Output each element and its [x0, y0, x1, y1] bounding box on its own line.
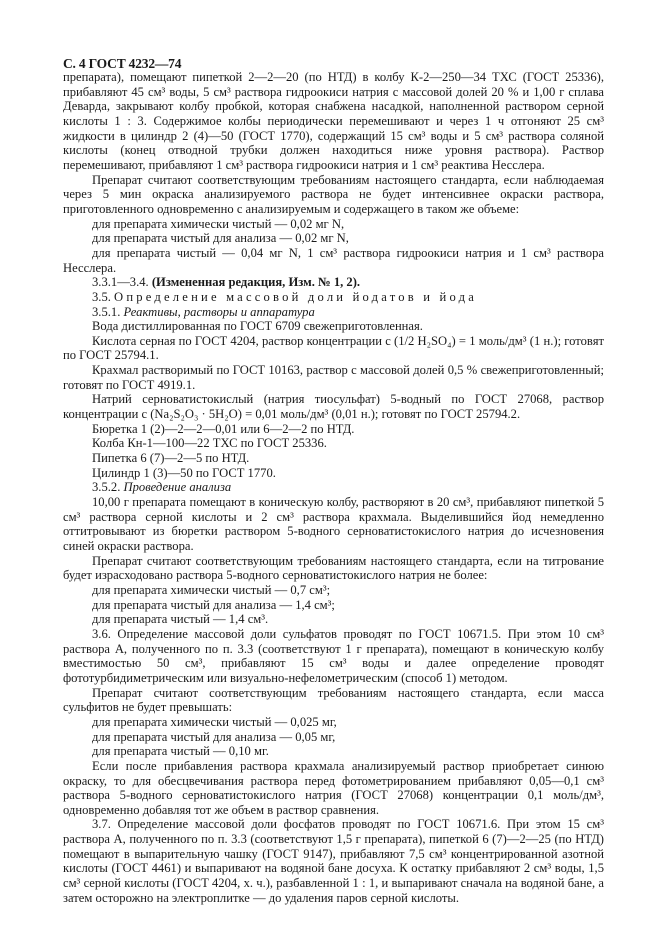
- reagent-item: Кислота серная по ГОСТ 4204, раствор концентрации c (1/2 H₂SO₄) = 1 моль/дм³ (1 н.); готовят по ГОСТ 25794.1.: [63, 333, 604, 363]
- reagent-item: Крахмал растворимый по ГОСТ 10163, раствор с массовой долей 0,5 % свежеприготовленный; готовят по ГОСТ 4919.1.: [63, 363, 604, 392]
- paragraph-iodine-criterion: Препарат считают соответствующим требованиям настоящего стандарта, если на титрование будет израсходовано раствора 5-водного серноватистокислого натрия не более:: [63, 553, 604, 583]
- limit-item: для препарата химически чистый — 0,025 мг,: [92, 714, 337, 729]
- apparatus-item: Цилиндр 1 (3)—50 по ГОСТ 1770.: [92, 465, 276, 480]
- section-3-5-2-heading: [63, 480, 604, 495]
- paragraph-phosphate-procedure: 3.7. Определение массовой доли фосфатов проводят по ГОСТ 10671.6. При этом 15 см³ раствора А, полученного по п. 3.3 (соответствуют 1,5 г препарата), пипеткой 6 (7)—2—25 (по НТД) помещают в выпарительную чашку (ГОСТ 9147), прибавляют 7,5 см³ концентрированной азотной кислоты (ГОСТ 4461) и выпаривают на водяной бане досуха. К остатку прибавляют 2 см³ воды, 1,5 см³ серной кислоты (ГОСТ 4204, х. ч.), разбавленной 1 : 1, и выпаривают сначала на водяной бане, а затем осторожно на электроплитке — до удаления паров серной кислоты.: [63, 817, 604, 905]
- reagent-item: Вода дистиллированная по ГОСТ 6709 свежеприготовленная.: [92, 319, 423, 334]
- section-number: 3.5.2.: [92, 480, 121, 495]
- apparatus-item: Бюретка 1 (2)—2—2—0,01 или 6—2—2 по НТД.: [92, 421, 355, 436]
- apparatus-item: Колба Кн-1—100—22 ТХС по ГОСТ 25336.: [92, 436, 327, 451]
- amendment-text: (Измененная редакция, Изм. № 1, 2).: [151, 275, 361, 290]
- limit-item: для препарата чистый — 1,4 см³.: [92, 612, 269, 627]
- section-title: Реактивы, растворы и аппаратура: [123, 304, 315, 319]
- document-body: [63, 70, 604, 905]
- section-title: Проведение анализа: [123, 480, 232, 495]
- paragraph-sulfate-criterion: Препарат считают соответствующим требованиям настоящего стандарта, если масса сульфитов не будет превышать:: [63, 685, 604, 715]
- limit-item: для препарата химически чистый — 0,02 мг N,: [92, 216, 345, 231]
- page-header: С. 4 ГОСТ 4232—74: [63, 56, 182, 71]
- reagent-item: Натрий серноватистокислый (натрия тиосульфат) 5-водный по ГОСТ 27068, раствор концентрации c (Na₂S₂O₃ · 5H₂O) = 0,01 моль/дм³ (0,01 н.); готовят по ГОСТ 25794.2.: [63, 392, 604, 422]
- section-title: Определение массовой доли йодатов и йода: [114, 289, 478, 304]
- section-3-5-heading: [63, 290, 604, 305]
- section-3-5-1-heading: [63, 305, 604, 320]
- limit-item: для препарата чистый для анализа — 0,02 мг N,: [92, 231, 349, 246]
- paragraph-nitrate-procedure: препарата), помещают пипеткой 2—2—20 (по НТД) в колбу К-2—250—34 ТХС (ГОСТ 25336), прибавляют 45 см³ воды, 5 см³ раствора гидроокиси натрия с массовой долей 20 % и 1,00 г сплава Деварда, закрывают колбу пробкой, которая снабжена насадкой, наполненной раствором серной кислоты 1 : 3. Содержимое колбы периодически перемешивают и через 1 ч отгоняют 25 см³ жидкости в цилиндр 2 (4)—50 (ГОСТ 1770), содержащий 15 см³ воды и 5 см³ раствора соляной кислоты (конец отводной трубки должен находиться ниже уровня раствора). Раствор перемешивают, прибавляют 1 см³ раствора гидроокиси натрия и 1 см³ реактива Несслера.: [63, 70, 604, 172]
- limit-item: для препарата чистый — 0,04 мг N, 1 см³ раствора гидроокиси натрия и 1 см³ раствора Несслера.: [63, 245, 604, 275]
- apparatus-item: Пипетка 6 (7)—2—5 по НТД.: [92, 451, 250, 466]
- section-number: 3.5.1.: [92, 304, 121, 319]
- limit-item: для препарата химически чистый — 0,7 см³;: [92, 582, 331, 597]
- section-number: 3.5.: [92, 289, 111, 304]
- amendment-note: [63, 275, 604, 290]
- limit-item: для препарата чистый — 0,10 мг.: [92, 744, 269, 759]
- limit-item: для препарата чистый для анализа — 0,05 мг,: [92, 729, 336, 744]
- limit-item: для препарата чистый для анализа — 1,4 см³;: [92, 597, 335, 612]
- paragraph-iodine-procedure: 10,00 г препарата помещают в коническую колбу, растворяют в 20 см³, прибавляют пипеткой 5 см³ раствора серной кислоты и 2 см³ раствора крахмала. Выделившийся йод немедленно оттитровывают из бюретки раствором 5-водного серноватистокислого натрия до исчезновения синей окраски раствора.: [63, 495, 604, 553]
- paragraph-sulfate-note: Если после прибавления раствора крахмала анализируемый раствор приобретает синюю окраску, то для обесцвечивания раствора перед фотометрированием прибавляют 0,05—0,1 см³ раствора 5-водного серноватистокислого натрия (ГОСТ 27068) концентрации 0,1 моль/дм³, одновременно добавляя тот же объем в раствор сравнения.: [63, 758, 604, 817]
- amendment-number: 3.3.1—3.4.: [92, 275, 149, 290]
- paragraph-sulfate-procedure: 3.6. Определение массовой доли сульфатов проводят по ГОСТ 10671.5. При этом 10 см³ раствора А, полученного по п. 3.3 (соответствуют 1 г препарата), помещают в коническую колбу вместимостью 50 см³, прибавляют 15 см³ воды и далее определение проводят фототурбидиметрическим или визуально-нефелометрическим (способ 1) методом.: [63, 626, 604, 685]
- paragraph-nitrate-criterion: Препарат считают соответствующим требованиям настоящего стандарта, если наблюдаемая через 5 мин окраска анализируемого раствора не будет интенсивнее окраски раствора, приготовленного одновременно с анализируемым и содержащего в таком же объеме:: [63, 172, 604, 216]
